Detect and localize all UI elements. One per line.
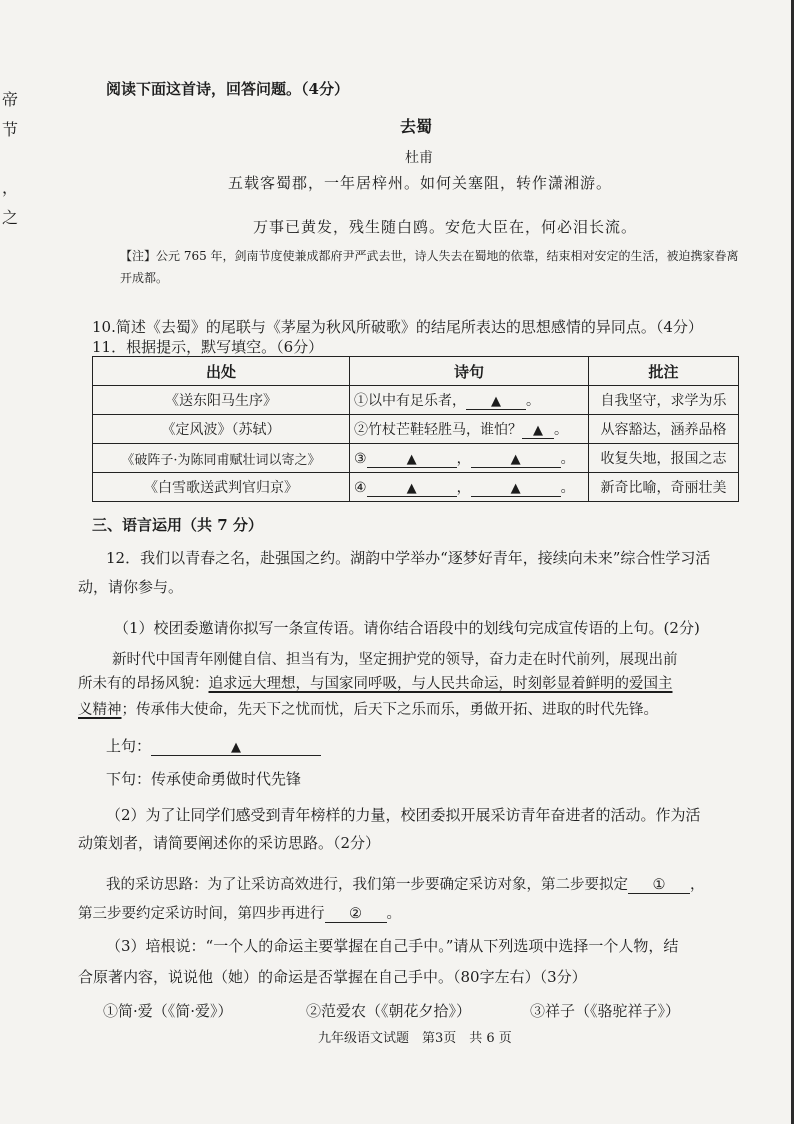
interview-idea-line-1: 我的采访思路：为了让采访高效进行，我们第一步要确定采访对象，第二步要拟定 ① ， bbox=[106, 877, 705, 893]
table-row bbox=[93, 473, 739, 502]
row-verse[interactable]: ④ ▲ ， ▲ 。 bbox=[350, 473, 589, 502]
section-3-heading: 三、语言运用（共 7 分） bbox=[92, 516, 263, 534]
header-comment: 批注 bbox=[589, 357, 739, 386]
reading-instruction: 阅读下面这首诗，回答问题。（4分） bbox=[106, 80, 349, 98]
page-footer: 九年级语文试题 第3页 共 6 页 bbox=[318, 1031, 512, 1046]
idea-blank-1[interactable]: ① bbox=[628, 877, 690, 894]
option-3: ③祥子（《骆驼祥子》） bbox=[530, 1002, 681, 1020]
row-comment: 从容豁达，涵养品格 bbox=[589, 415, 739, 444]
passage-line-1: 新时代中国青年刚健自信、担当有为，坚定拥护党的领导，奋力走在时代前列，展现出前 bbox=[112, 652, 678, 668]
q12-part-3-line-1: （3）培根说：“一个人的命运主要掌握在自己手中。”请从下列选项中选择一个人物，结 bbox=[106, 937, 679, 955]
answer-marker: ▲ bbox=[510, 481, 521, 496]
poem-note: 【注】公元 765 年，剑南节度使兼成都府尹严武去世，诗人失去在蜀地的依靠，结束相对安定的生活，被迫携家眷离开成都。 bbox=[120, 249, 739, 285]
answer-marker: ▲ bbox=[510, 452, 521, 467]
answer-marker: ▲ bbox=[406, 481, 417, 496]
q12-part-3-line-2: 合原著内容，说说他（她）的命运是否掌握在自己手中。（80字左右）（3分） bbox=[78, 968, 587, 986]
passage-line-3: 义精神；传承伟大使命，先天下之忧而忧，后天下之乐而乐，勇做开拓、进取的时代先锋。 bbox=[78, 702, 658, 718]
underlined-sentence: 追求远大理想，与国家同呼吸，与人民共命运，时刻彰显着鲜明的爱国主 bbox=[208, 676, 673, 692]
table-header-row bbox=[93, 357, 739, 386]
table-row bbox=[93, 386, 739, 415]
lower-line: 下句：传承使命勇做时代先锋 bbox=[106, 770, 302, 788]
passage-line-2: 所未有的昂扬风貌：追求远大理想，与国家同呼吸，与人民共命运，时刻彰显着鲜明的爱国主 bbox=[78, 676, 673, 692]
upper-line-blank[interactable] bbox=[151, 737, 321, 756]
edge-char: 帝 bbox=[2, 90, 19, 109]
row-source: 《白雪歌送武判官归京》 bbox=[93, 473, 350, 502]
q12-intro-line-1: 12．我们以青春之名，赴强国之约。湖韵中学举办“逐梦好青年，接续向未来”综合性学习活 bbox=[106, 549, 711, 567]
row-comment: 新奇比喻，奇丽壮美 bbox=[589, 473, 739, 502]
row-source: 《送东阳马生序》 bbox=[93, 386, 350, 415]
left-edge-fragments bbox=[2, 92, 18, 240]
idea-blank-2[interactable]: ② bbox=[325, 906, 387, 923]
edge-char: ， bbox=[2, 178, 19, 197]
table-row bbox=[93, 415, 739, 444]
row-source: 《定风波》（苏轼） bbox=[93, 415, 350, 444]
answer-marker: ▲ bbox=[533, 423, 543, 438]
header-verse: 诗句 bbox=[350, 357, 589, 386]
answer-marker: ▲ bbox=[231, 740, 242, 755]
answer-marker: ▲ bbox=[491, 394, 501, 409]
row-comment: 收复失地，报国之志 bbox=[589, 444, 739, 473]
header-source: 出处 bbox=[93, 357, 350, 386]
q12-intro-line-2: 动，请你参与。 bbox=[78, 578, 184, 596]
option-2: ②范爱农（《朝花夕拾》） bbox=[306, 1002, 472, 1020]
row-verse[interactable]: ②竹杖芒鞋轻胜马，谁怕？ ▲ 。 bbox=[350, 415, 589, 444]
dictation-table bbox=[92, 356, 739, 502]
poem-line-1: 五载客蜀郡，一年居梓州。如何关塞阻，转作潇湘游。 bbox=[228, 174, 613, 192]
upper-line-label: 上句： ▲ bbox=[106, 735, 321, 756]
answer-marker: ▲ bbox=[406, 452, 417, 467]
underlined-sentence-end: 义精神 bbox=[78, 702, 122, 718]
edge-char: 节 bbox=[2, 120, 19, 139]
row-verse[interactable]: ①以中有足乐者， ▲ 。 bbox=[350, 386, 589, 415]
poem-title: 去蜀 bbox=[400, 117, 433, 136]
row-source: 《破阵子·为陈同甫赋壮词以寄之》 bbox=[93, 444, 350, 473]
poem-line-2: 万事已黄发，残生随白鸥。安危大臣在，何必泪长流。 bbox=[253, 218, 638, 236]
option-1: ①简·爱（《简·爱》） bbox=[103, 1002, 233, 1020]
question-11: 11．根据提示，默写填空。（6分） bbox=[92, 338, 324, 356]
q12-part-2-line-2: 动策划者，请简要阐述你的采访思路。（2分） bbox=[78, 834, 381, 852]
poem-author: 杜甫 bbox=[405, 150, 433, 166]
q12-part-1: （1）校团委邀请你拟写一条宣传语。请你结合语段中的划线句完成宣传语的上句。(2分) bbox=[114, 619, 700, 637]
edge-char: 之 bbox=[2, 208, 19, 227]
interview-idea-line-2: 第三步要约定采访时间，第四步再进行 ② 。 bbox=[78, 906, 401, 922]
question-10: 10.简述《去蜀》的尾联与《茅屋为秋风所破歌》的结尾所表达的思想感情的异同点。（4分） bbox=[92, 318, 703, 336]
table-row bbox=[93, 444, 739, 473]
q12-part-2-line-1: （2）为了让同学们感受到青年榜样的力量，校团委拟开展采访青年奋进者的活动。作为活 bbox=[106, 806, 701, 824]
row-verse[interactable]: ③ ▲ ， ▲ 。 bbox=[350, 444, 589, 473]
row-comment: 自我坚守，求学为乐 bbox=[589, 386, 739, 415]
